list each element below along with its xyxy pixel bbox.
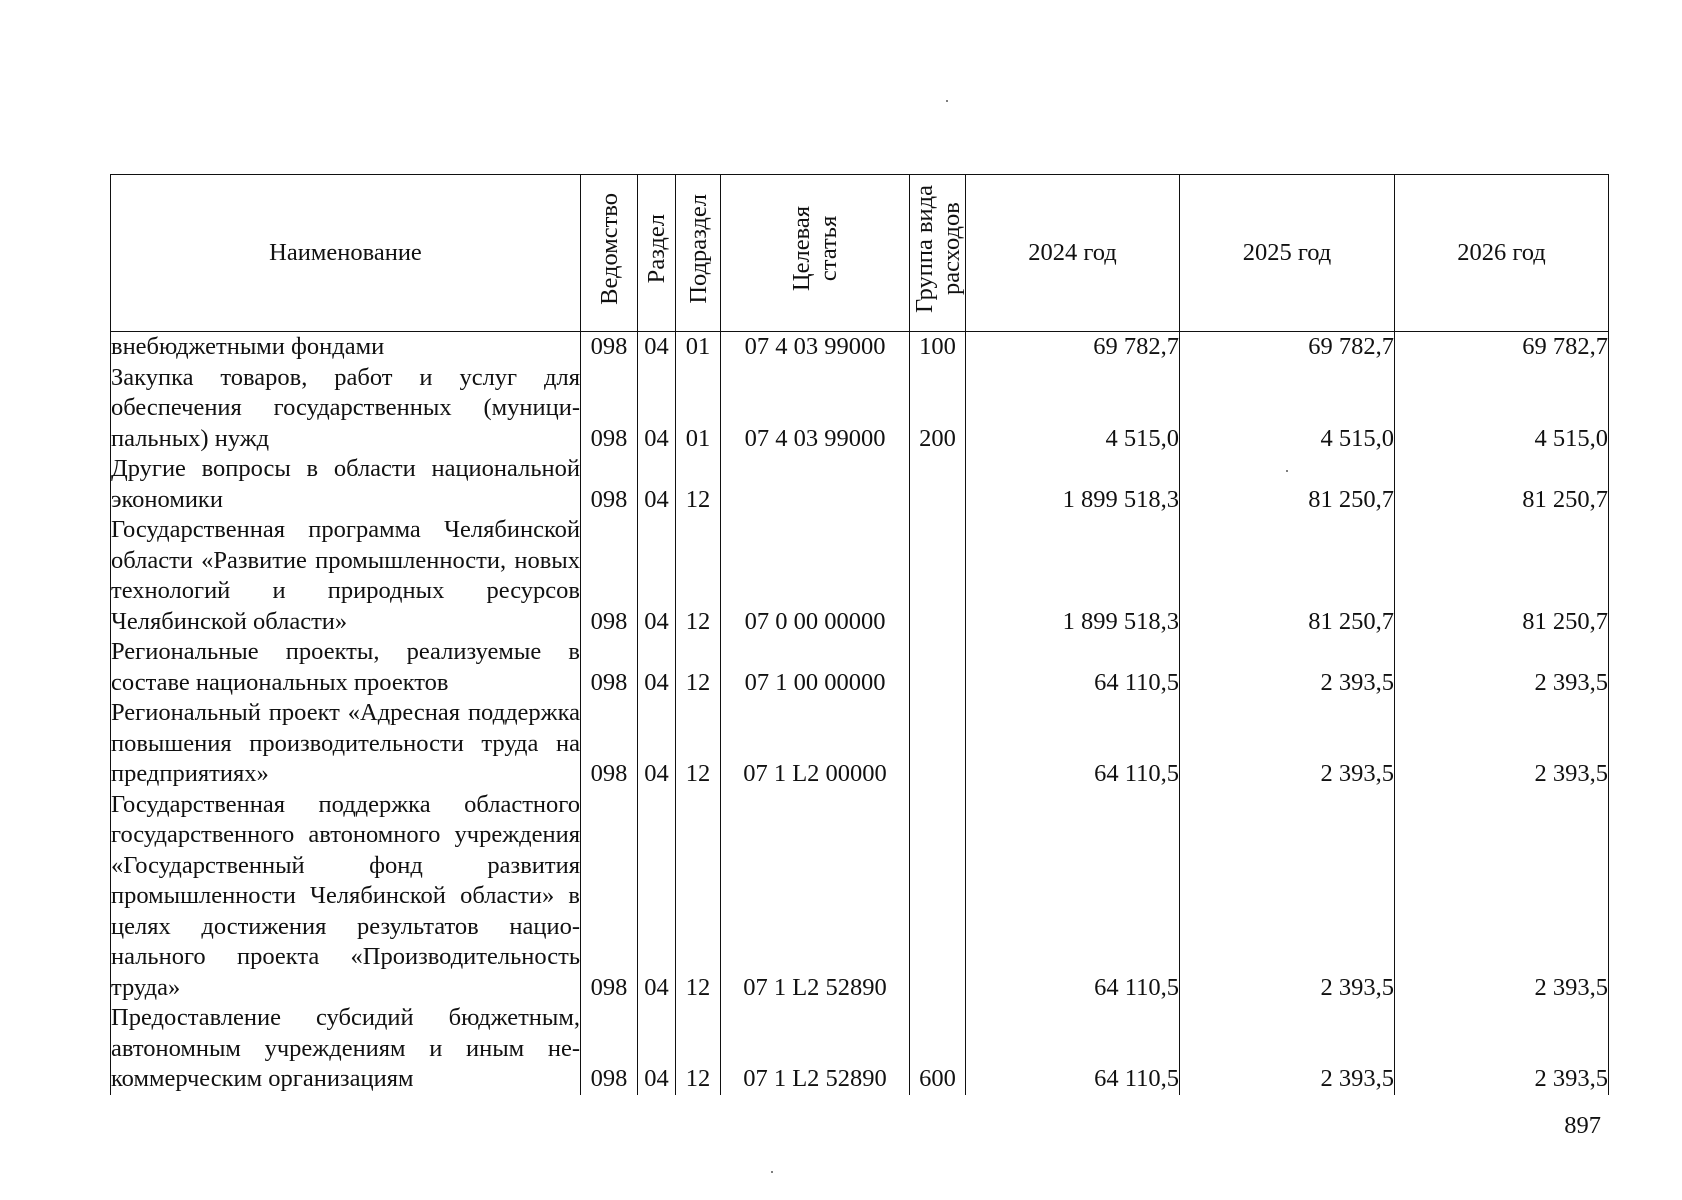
row-dept: 098 xyxy=(581,363,638,455)
header-section xyxy=(638,175,676,332)
row-2024: 64 110,5 xyxy=(966,1003,1180,1095)
row-2026: 2 393,5 xyxy=(1395,637,1609,698)
row-section: 04 xyxy=(638,790,676,1004)
table-body xyxy=(111,332,1609,1095)
row-2024: 1 899 518,3 xyxy=(966,515,1180,637)
row-2026: 2 393,5 xyxy=(1395,1003,1609,1095)
header-group xyxy=(910,175,966,332)
scan-speck xyxy=(946,100,948,102)
row-2026: 2 393,5 xyxy=(1395,790,1609,1004)
header-2025: 2025 год xyxy=(1180,175,1395,332)
row-2026: 69 782,7 xyxy=(1395,332,1609,363)
row-target: 07 4 03 99000 xyxy=(721,332,910,363)
row-name: Региональный проект «Адресная поддержка повышения производительности труда на предприятиях» xyxy=(111,698,581,790)
row-target: 07 1 L2 00000 xyxy=(721,698,910,790)
row-dept: 098 xyxy=(581,454,638,515)
row-2024: 64 110,5 xyxy=(966,637,1180,698)
header-name: Наименование xyxy=(111,175,581,332)
row-2024: 69 782,7 xyxy=(966,332,1180,363)
row-subsection: 12 xyxy=(676,637,721,698)
row-section: 04 xyxy=(638,1003,676,1095)
row-2026: 4 515,0 xyxy=(1395,363,1609,455)
page-number: 897 xyxy=(1564,1112,1601,1139)
table-row xyxy=(111,698,1609,790)
row-name: Другие вопросы в области национальной экономики xyxy=(111,454,581,515)
header-dept xyxy=(581,175,638,332)
row-2024: 4 515,0 xyxy=(966,363,1180,455)
row-group xyxy=(910,637,966,698)
header-2026: 2026 год xyxy=(1395,175,1609,332)
row-name: Государственная поддержка областного государственного автономного учреждения «Государственный фонд развития промышленности Челябинской области» в целях достижения результатов национального проекта «Производительность труда» xyxy=(111,790,581,1004)
row-group xyxy=(910,698,966,790)
header-dept-label: Ведомство xyxy=(595,192,623,305)
row-dept: 098 xyxy=(581,332,638,363)
row-2024: 1 899 518,3 xyxy=(966,454,1180,515)
table-header xyxy=(111,175,1609,332)
header-group-line2: расходов xyxy=(937,202,965,296)
row-2026: 2 393,5 xyxy=(1395,698,1609,790)
row-name: внебюджетными фондами xyxy=(111,332,581,363)
table-row xyxy=(111,637,1609,698)
row-group: 200 xyxy=(910,363,966,455)
table-row xyxy=(111,515,1609,637)
row-name: Предоставление субсидий бюджетным, автономным учреждениям и иным некоммерческим организациям xyxy=(111,1003,581,1095)
row-name: Региональные проекты, реализуемые в составе национальных проектов xyxy=(111,637,581,698)
row-2024: 64 110,5 xyxy=(966,698,1180,790)
header-group-line1: Группа вида xyxy=(910,184,938,313)
row-group xyxy=(910,790,966,1004)
row-target: 07 1 00 00000 xyxy=(721,637,910,698)
row-2025: 2 393,5 xyxy=(1180,790,1395,1004)
row-dept: 098 xyxy=(581,698,638,790)
row-subsection: 12 xyxy=(676,515,721,637)
row-2025: 2 393,5 xyxy=(1180,1003,1395,1095)
row-group xyxy=(910,515,966,637)
row-2025: 4 515,0 xyxy=(1180,363,1395,455)
row-2025: 81 250,7 xyxy=(1180,454,1395,515)
table-row xyxy=(111,790,1609,1004)
row-section: 04 xyxy=(638,515,676,637)
scan-speck xyxy=(1286,470,1288,472)
table-row xyxy=(111,363,1609,455)
budget-table xyxy=(110,174,1609,1095)
row-2025: 69 782,7 xyxy=(1180,332,1395,363)
row-group: 100 xyxy=(910,332,966,363)
row-section: 04 xyxy=(638,332,676,363)
row-2025: 2 393,5 xyxy=(1180,637,1395,698)
row-dept: 098 xyxy=(581,515,638,637)
row-subsection: 12 xyxy=(676,698,721,790)
row-2025: 2 393,5 xyxy=(1180,698,1395,790)
row-2026: 81 250,7 xyxy=(1395,454,1609,515)
row-group xyxy=(910,454,966,515)
row-target: 07 1 L2 52890 xyxy=(721,1003,910,1095)
header-target-line2: статья xyxy=(815,216,842,282)
row-dept: 098 xyxy=(581,637,638,698)
header-group-label xyxy=(911,185,965,313)
row-section: 04 xyxy=(638,363,676,455)
row-2025: 81 250,7 xyxy=(1180,515,1395,637)
row-section: 04 xyxy=(638,637,676,698)
header-section-label: Раздел xyxy=(643,214,670,284)
header-2024: 2024 год xyxy=(966,175,1180,332)
row-2026: 81 250,7 xyxy=(1395,515,1609,637)
row-subsection: 12 xyxy=(676,454,721,515)
header-target-label xyxy=(788,206,842,291)
row-group: 600 xyxy=(910,1003,966,1095)
row-dept: 098 xyxy=(581,1003,638,1095)
header-target-line1: Целевая xyxy=(788,206,815,292)
row-target: 07 4 03 99000 xyxy=(721,363,910,455)
row-name: Закупка товаров, работ и услуг для обеспечения государственных (муниципальных) нужд xyxy=(111,363,581,455)
row-subsection: 01 xyxy=(676,363,721,455)
row-target: 07 0 00 00000 xyxy=(721,515,910,637)
row-subsection: 12 xyxy=(676,790,721,1004)
row-subsection: 01 xyxy=(676,332,721,363)
row-target: 07 1 L2 52890 xyxy=(721,790,910,1004)
row-target xyxy=(721,454,910,515)
table-row xyxy=(111,332,1609,363)
row-subsection: 12 xyxy=(676,1003,721,1095)
row-2024: 64 110,5 xyxy=(966,790,1180,1004)
header-target xyxy=(721,175,910,332)
row-section: 04 xyxy=(638,698,676,790)
scan-speck xyxy=(771,1171,773,1173)
row-dept: 098 xyxy=(581,790,638,1004)
header-subsection-label: Подраздел xyxy=(684,193,712,304)
row-section: 04 xyxy=(638,454,676,515)
table-row xyxy=(111,454,1609,515)
header-subsection xyxy=(676,175,721,332)
row-name: Государственная программа Челябинской области «Развитие промышленности, новых технологий и природных ресурсов Челябинской области» xyxy=(111,515,581,637)
table-row xyxy=(111,1003,1609,1095)
